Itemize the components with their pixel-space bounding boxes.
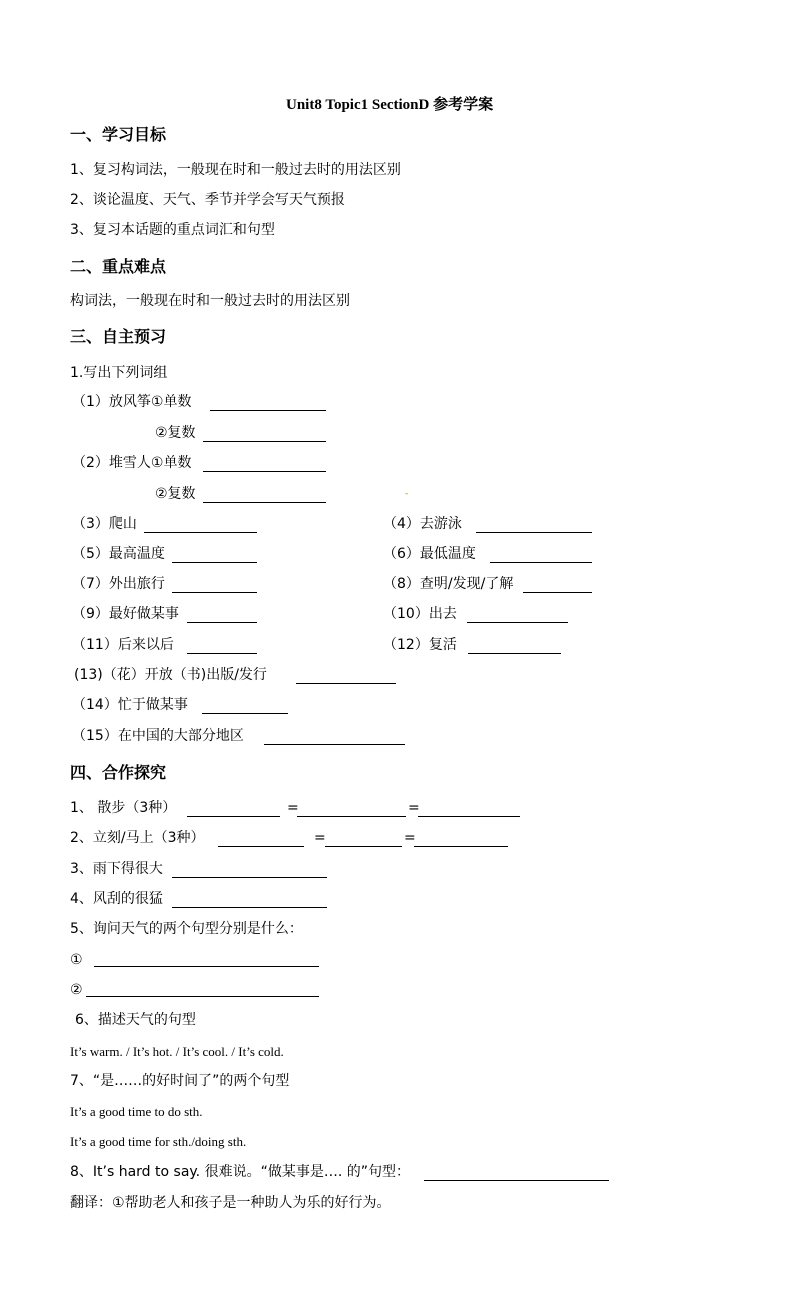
phrase-item: ②复数 (155, 486, 196, 502)
equals-sign: = (404, 830, 416, 846)
answer-blank[interactable] (490, 562, 592, 563)
circled-number: ② (70, 982, 83, 998)
section-heading-goals: 一、学习目标 (70, 125, 167, 144)
equals-sign: = (408, 800, 420, 816)
answer-blank[interactable] (203, 441, 326, 442)
answer-blank[interactable] (172, 562, 257, 563)
stray-mark: - (405, 489, 409, 499)
answer-blank[interactable] (187, 653, 257, 654)
question-item: 2、立刻/马上（3种） (70, 830, 205, 846)
answer-blank[interactable] (187, 622, 257, 623)
phrase-item: （5）最高温度 (72, 546, 165, 562)
answer-blank[interactable] (202, 713, 288, 714)
phrase-item: （10）出去 (383, 606, 457, 622)
phrase-item: (13)（花）开放（书)出版/发行 (74, 667, 267, 683)
phrase-item: （1）放风筝①单数 (72, 394, 192, 410)
phrase-item: （3）爬山 (72, 516, 137, 532)
phrase-item: （15）在中国的大部分地区 (72, 728, 244, 744)
phrase-item: （4）去游泳 (383, 516, 462, 532)
phrase-item: （11）后来以后 (72, 637, 174, 653)
answer-blank[interactable] (94, 966, 319, 967)
answer-blank[interactable] (418, 816, 520, 817)
section-heading-keypoints: 二、重点难点 (70, 257, 167, 276)
answer-blank[interactable] (297, 816, 406, 817)
question-item: 5、询问天气的两个句型分别是什么： (70, 921, 303, 937)
translation-prompt: 翻译：①帮助老人和孩子是一种助人为乐的好行为。 (70, 1195, 391, 1211)
equals-sign: = (314, 830, 326, 846)
answer-blank[interactable] (203, 471, 326, 472)
preview-heading: 1.写出下列词组 (70, 365, 168, 381)
question-item: 6、描述天气的句型 (75, 1012, 196, 1028)
answer-blank[interactable] (172, 877, 327, 878)
question-item: 7、“是……的好时间了”的两个句型 (70, 1073, 290, 1089)
phrase-item: （14）忙于做某事 (72, 697, 188, 713)
example-sentence: It’s a good time to do sth. (70, 1104, 203, 1119)
phrase-item: （6）最低温度 (383, 546, 476, 562)
phrase-item: ②复数 (155, 425, 196, 441)
example-sentence: It’s warm. / It’s hot. / It’s cool. / It’s cold. (70, 1044, 284, 1059)
question-item: 3、雨下得很大 (70, 861, 163, 877)
goal-item: 3、复习本话题的重点词汇和句型 (70, 222, 275, 238)
answer-blank[interactable] (296, 683, 396, 684)
answer-blank[interactable] (264, 744, 405, 745)
answer-blank[interactable] (218, 846, 304, 847)
example-sentence: It’s a good time for sth./doing sth. (70, 1134, 247, 1149)
equals-sign: = (287, 800, 299, 816)
answer-blank[interactable] (476, 532, 592, 533)
keypoint-text: 构词法，一般现在时和一般过去时的用法区别 (70, 293, 350, 309)
question-item: 4、风刮的很猛 (70, 891, 163, 907)
question-item: 8、It’s hard to say. 很难说。“做某事是…. 的”句型： (70, 1164, 410, 1180)
goal-item: 1、复习构词法，一般现在时和一般过去时的用法区别 (70, 162, 401, 178)
phrase-item: （8）查明/发现/了解 (383, 576, 514, 592)
phrase-item: （9）最好做某事 (72, 606, 179, 622)
answer-blank[interactable] (144, 532, 257, 533)
page-title: Unit8 Topic1 SectionD 参考学案 (286, 97, 494, 113)
answer-blank[interactable] (414, 846, 508, 847)
section-heading-cooperation: 四、合作探究 (70, 763, 167, 782)
answer-blank[interactable] (86, 996, 319, 997)
goal-item: 2、谈论温度、天气、季节并学会写天气预报 (70, 192, 345, 208)
section-heading-preview: 三、自主预习 (70, 327, 167, 346)
answer-blank[interactable] (467, 622, 568, 623)
answer-blank[interactable] (172, 592, 257, 593)
answer-blank[interactable] (203, 502, 326, 503)
answer-blank[interactable] (424, 1180, 609, 1181)
answer-blank[interactable] (210, 410, 326, 411)
question-item: 1、 散步（3种） (70, 800, 177, 816)
answer-blank[interactable] (523, 592, 592, 593)
answer-blank[interactable] (172, 907, 327, 908)
answer-blank[interactable] (187, 816, 280, 817)
phrase-item: （7）外出旅行 (72, 576, 165, 592)
circled-number: ① (70, 952, 83, 968)
answer-blank[interactable] (468, 653, 561, 654)
phrase-item: （2）堆雪人①单数 (72, 455, 192, 471)
answer-blank[interactable] (325, 846, 402, 847)
phrase-item: （12）复活 (383, 637, 457, 653)
